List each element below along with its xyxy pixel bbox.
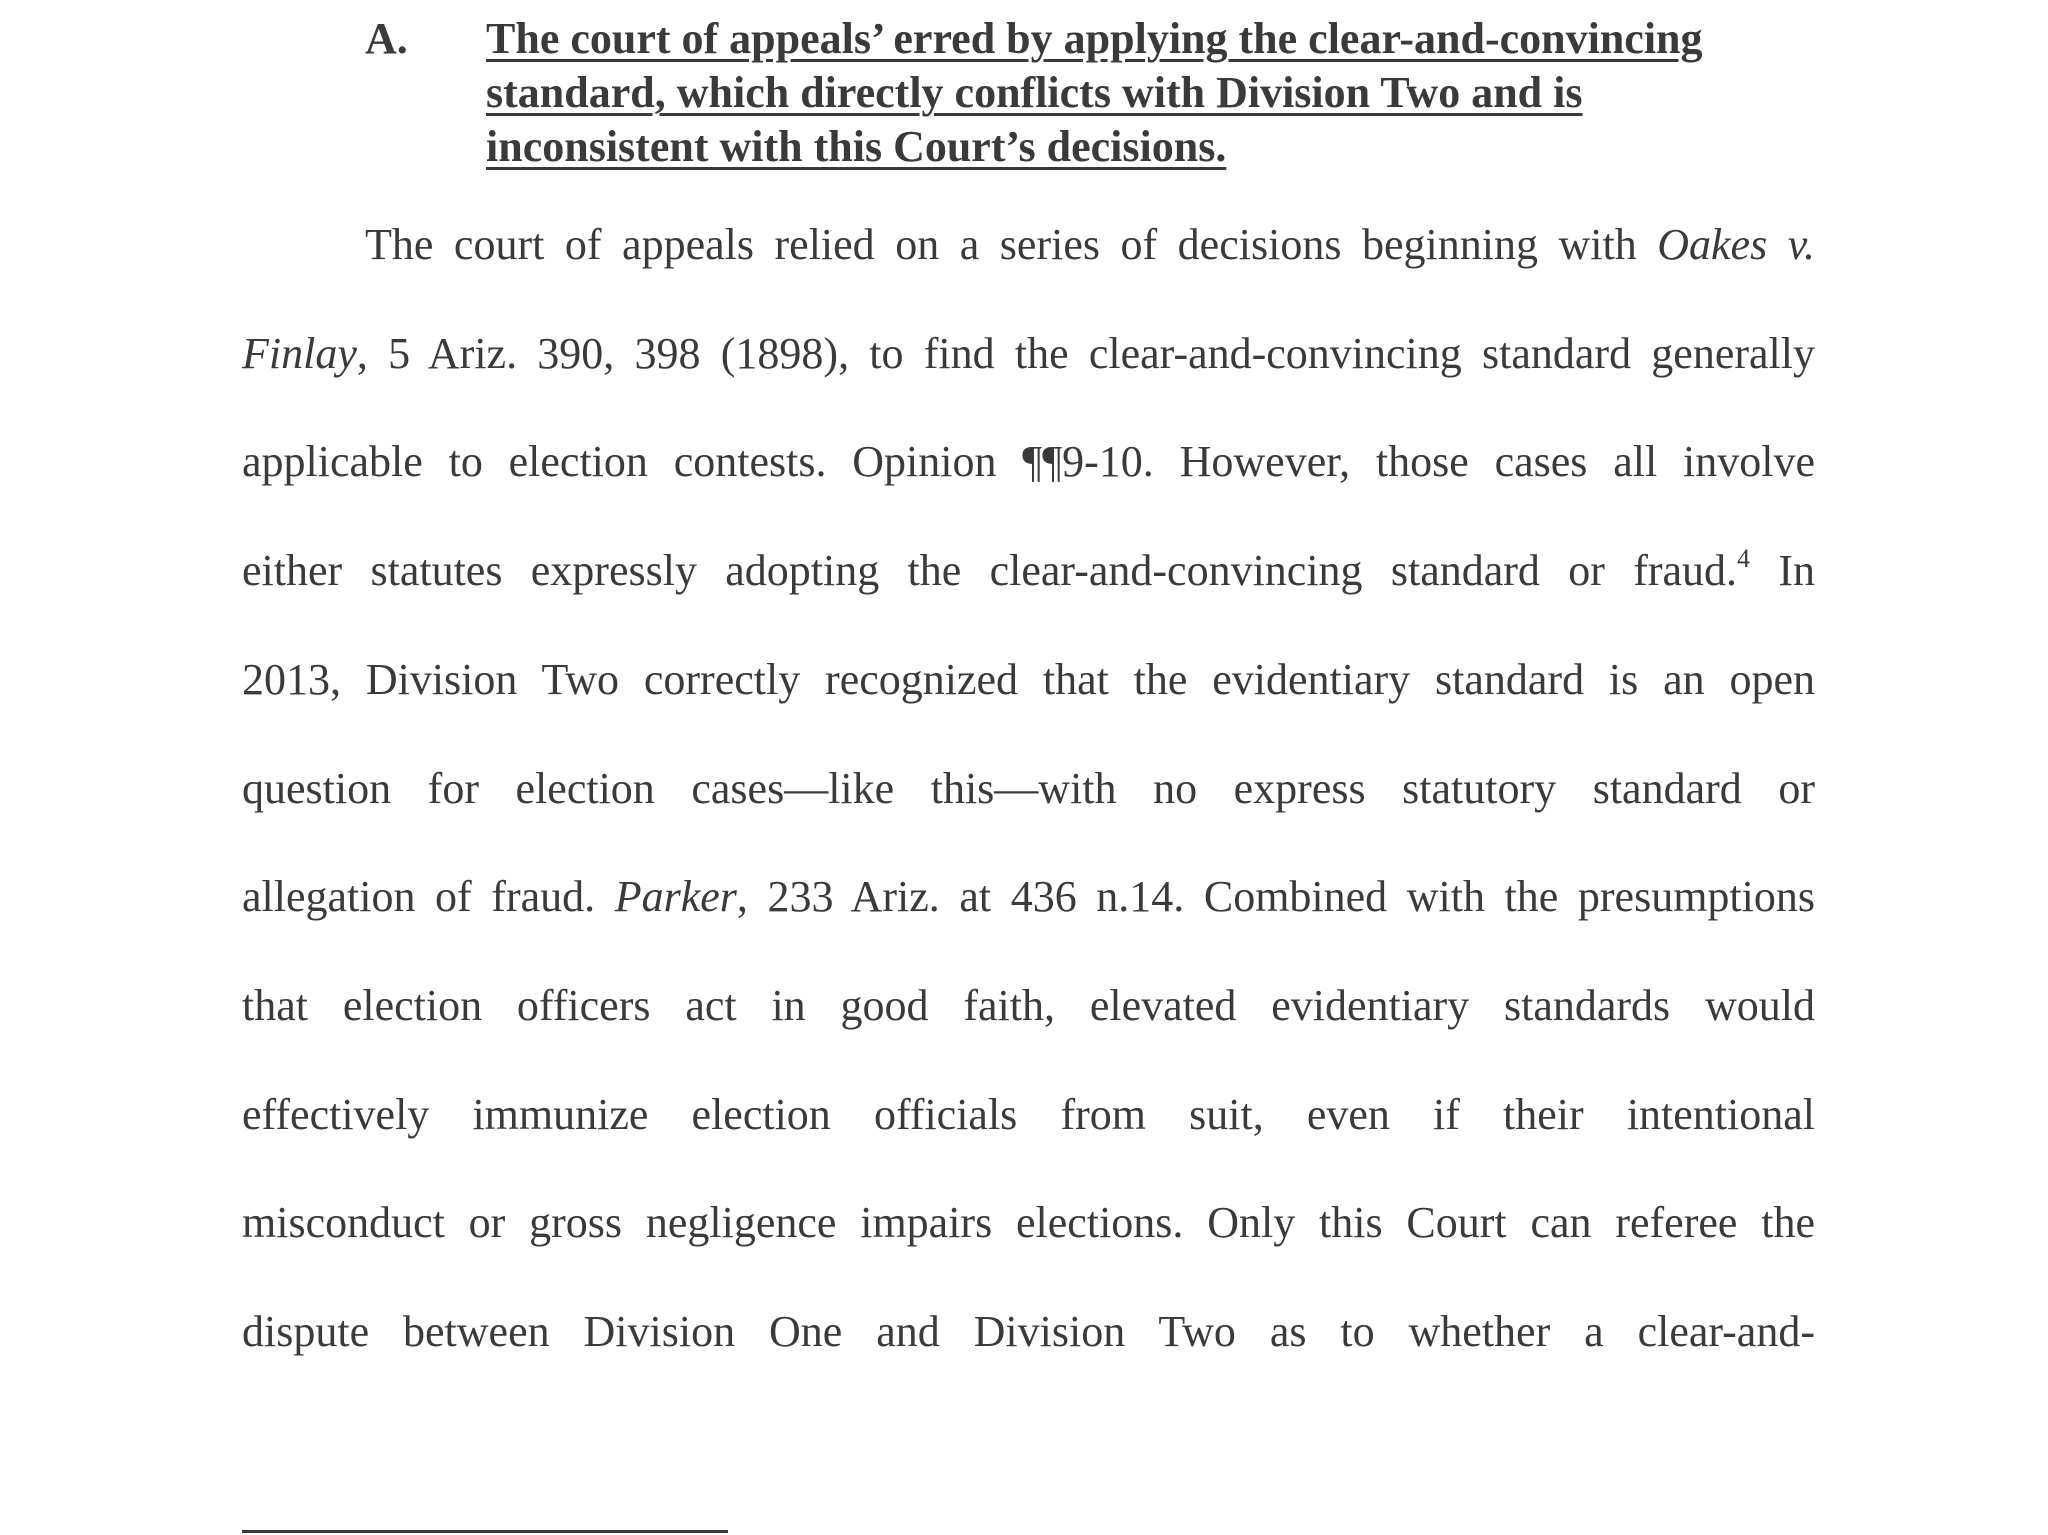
body-text: either statutes expressly adopting the clear-and-convincing standard or fraud. <box>242 546 1738 595</box>
body-line-2 <box>242 327 1815 381</box>
body-line-10: misconduct or gross negligence impairs elections. Only this Court can referee the <box>242 1198 1815 1247</box>
body-text: , 233 Ariz. at 436 n.14. Combined with the presumptions <box>736 872 1815 921</box>
section-marker: A. <box>365 14 408 63</box>
footnote-separator <box>242 1530 728 1533</box>
body-line-6: question for election cases—like this—with no express statutory standard or <box>242 764 1815 813</box>
body-line-3: applicable to election contests. Opinion ¶¶9-10. However, those cases all involve <box>242 437 1815 486</box>
body-line-8: that election officers act in good faith, elevated evidentiary standards would <box>242 981 1815 1030</box>
section-heading-text <box>486 12 1826 174</box>
case-citation: Oakes v. <box>1657 220 1815 269</box>
footnote-reference[interactable]: 4 <box>1737 544 1751 573</box>
heading-line-3: inconsistent with this Court’s decisions. <box>486 122 1227 171</box>
body-text: The court of appeals relied on a series of decisions beginning with <box>365 220 1658 269</box>
body-text: In <box>1750 546 1815 595</box>
body-text: allegation of fraud. <box>242 872 615 921</box>
body-line-11: dispute between Division One and Division Two as to whether a clear-and- <box>242 1307 1815 1356</box>
case-citation: Parker <box>614 872 737 921</box>
body-line-1 <box>365 218 1815 272</box>
heading-line-2: standard, which directly conflicts with Division Two and is <box>486 68 1583 117</box>
body-line-4 <box>242 544 1815 598</box>
body-text: , 5 Ariz. 390, 398 (1898), to find the clear-and-convincing standard generally <box>356 329 1815 378</box>
body-line-9: effectively immunize election officials from suit, even if their intentional <box>242 1090 1815 1139</box>
body-line-5: 2013, Division Two correctly recognized that the evidentiary standard is an open <box>242 655 1815 704</box>
case-citation: Finlay <box>242 329 357 378</box>
body-line-7 <box>242 870 1815 924</box>
heading-line-1: The court of appeals’ erred by applying the clear-and-convincing <box>486 14 1703 63</box>
